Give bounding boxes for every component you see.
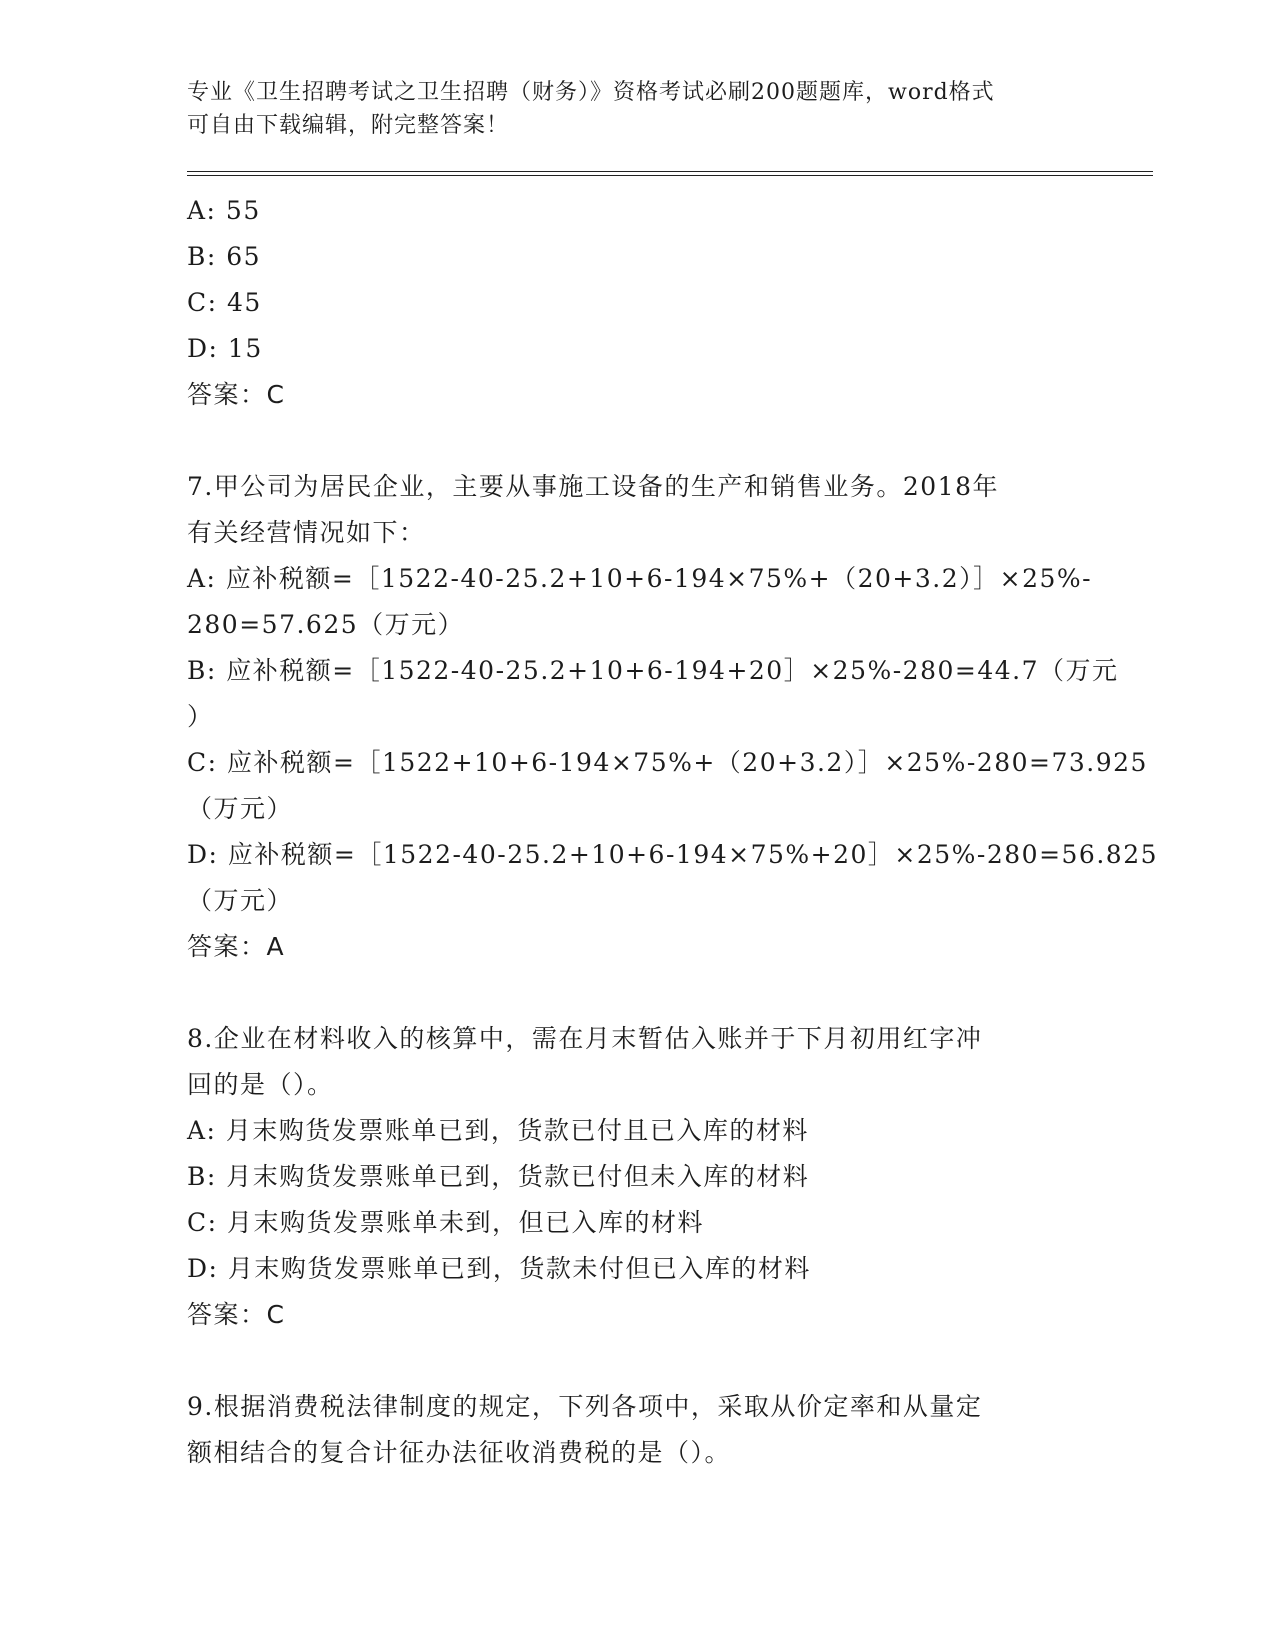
q7-option-c-line-1: C: 应补税额=［1522+10+6-194×75%+（20+3.2）］×25%-280=73.925 (187, 748, 1148, 777)
document-body (187, 188, 1159, 1476)
q8-option-c: C: 月末购货发票账单未到，但已入库的材料 (187, 1208, 704, 1237)
spacer (187, 418, 1087, 464)
q7-stem-line-1: 7.甲公司为居民企业，主要从事施工设备的生产和销售业务。2018年 (187, 472, 999, 501)
question-7 (187, 464, 1159, 970)
header-title-line-1: 专业《卫生招聘考试之卫生招聘（财务）》资格考试必刷200题题库，word格式 (187, 80, 995, 105)
page-header (187, 76, 1087, 142)
q6-option-c: C: 45 (187, 288, 262, 317)
q8-option-d: D: 月末购货发票账单已到，货款未付但已入库的材料 (187, 1254, 811, 1283)
q8-option-a: A: 月末购货发票账单已到，货款已付且已入库的材料 (187, 1116, 809, 1145)
q7-option-c-line-2: （万元） (187, 794, 294, 823)
q7-option-a-line-1: A: 应补税额=［1522-40-25.2+10+6-194×75%+（20+3.2）］×25%- (187, 564, 1093, 593)
header-divider-top (187, 171, 1153, 172)
header-title-line-2: 可自由下载编辑，附完整答案！ (187, 113, 510, 138)
q9-stem-line-1: 9.根据消费税法律制度的规定，下列各项中，采取从价定率和从量定 (187, 1392, 983, 1421)
question-8 (187, 1016, 1087, 1338)
q7-option-a-line-2: 280=57.625（万元） (187, 610, 465, 639)
q8-stem-line-2: 回的是（）。 (187, 1070, 334, 1099)
q7-option-b-line-1: B: 应补税额=［1522-40-25.2+10+6-194+20］×25%-280=44.7（万元 (187, 656, 1119, 685)
q8-option-b: B: 月末购货发票账单已到，货款已付但未入库的材料 (187, 1162, 810, 1191)
question-9 (187, 1384, 1087, 1476)
q9-stem-line-2: 额相结合的复合计征办法征收消费税的是（）。 (187, 1438, 732, 1467)
q7-stem-line-2: 有关经营情况如下： (187, 518, 426, 547)
q6-option-a: A: 55 (187, 196, 261, 225)
header-divider-bottom (187, 175, 1153, 176)
q7-option-d-line-2: （万元） (187, 886, 294, 915)
q7-option-b-line-2: ） (187, 702, 214, 731)
spacer (187, 970, 1087, 1016)
q7-option-d-line-1: D: 应补税额=［1522-40-25.2+10+6-194×75%+20］×25%-280=56.825 (187, 840, 1159, 869)
q6-answer: 答案：C (187, 380, 286, 409)
q8-stem-line-1: 8.企业在材料收入的核算中，需在月末暂估入账并于下月初用红字冲 (187, 1024, 983, 1053)
q7-answer: 答案：A (187, 932, 286, 961)
q6-option-b: B: 65 (187, 242, 262, 271)
q6-option-d: D: 15 (187, 334, 263, 363)
spacer (187, 1338, 1087, 1384)
q8-answer: 答案：C (187, 1300, 286, 1329)
question-6 (187, 188, 1087, 418)
